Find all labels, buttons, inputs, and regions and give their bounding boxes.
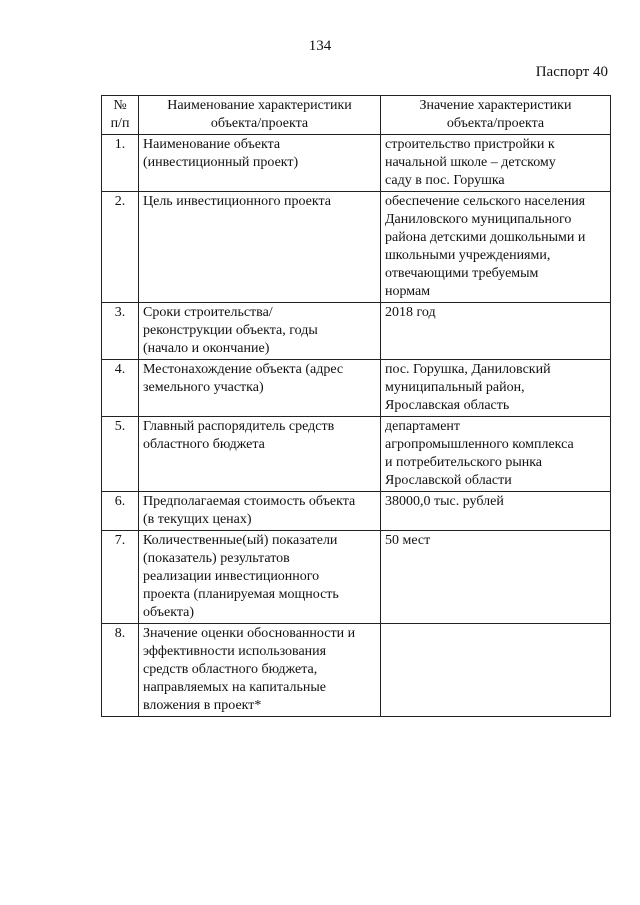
table-header-row	[102, 96, 611, 135]
row-value: 38000,0 тыс. рублей	[381, 492, 611, 531]
document-label: Паспорт 40	[535, 64, 608, 80]
row-value: 50 мест	[381, 531, 611, 624]
row-characteristic: Главный распорядитель средств областного бюджета	[139, 417, 381, 492]
passport-table	[101, 95, 611, 717]
table-row	[102, 624, 611, 717]
row-value	[381, 624, 611, 717]
row-number: 7.	[102, 531, 139, 624]
row-value: 2018 год	[381, 303, 611, 360]
row-value: строительство пристройки к начальной школе – детскому саду в пос. Горушка	[381, 135, 611, 192]
row-number: 3.	[102, 303, 139, 360]
row-characteristic: Предполагаемая стоимость объекта (в текущих ценах)	[139, 492, 381, 531]
column-header-number: № п/п	[102, 96, 139, 135]
row-value: департамент агропромышленного комплекса и потребительского рынка Ярославской области	[381, 417, 611, 492]
table-row	[102, 531, 611, 624]
row-characteristic: Количественные(ый) показатели (показатель) результатов реализации инвестиционного проекта (планируемая мощность объекта)	[139, 531, 381, 624]
row-number: 6.	[102, 492, 139, 531]
table-row	[102, 360, 611, 417]
row-characteristic: Наименование объекта (инвестиционный проект)	[139, 135, 381, 192]
table-row	[102, 192, 611, 303]
column-header-name: Наименование характеристики объекта/проекта	[139, 96, 381, 135]
row-value: обеспечение сельского населения Даниловского муниципального района детскими дошкольными и школьными учреждениями, отвечающими требуемым нормам	[381, 192, 611, 303]
row-characteristic: Значение оценки обоснованности и эффективности использования средств областного бюджета, направляемых на капитальные вложения в проект*	[139, 624, 381, 717]
table-row	[102, 492, 611, 531]
table-row	[102, 135, 611, 192]
column-header-value: Значение характеристики объекта/проекта	[381, 96, 611, 135]
page-number: 134	[308, 38, 332, 54]
row-number: 8.	[102, 624, 139, 717]
row-number: 4.	[102, 360, 139, 417]
row-characteristic: Местонахождение объекта (адрес земельного участка)	[139, 360, 381, 417]
row-value: пос. Горушка, Даниловский муниципальный район, Ярославская область	[381, 360, 611, 417]
row-number: 2.	[102, 192, 139, 303]
row-characteristic: Сроки строительства/ реконструкции объекта, годы (начало и окончание)	[139, 303, 381, 360]
table-row	[102, 417, 611, 492]
row-characteristic: Цель инвестиционного проекта	[139, 192, 381, 303]
row-number: 5.	[102, 417, 139, 492]
row-number: 1.	[102, 135, 139, 192]
table-row	[102, 303, 611, 360]
